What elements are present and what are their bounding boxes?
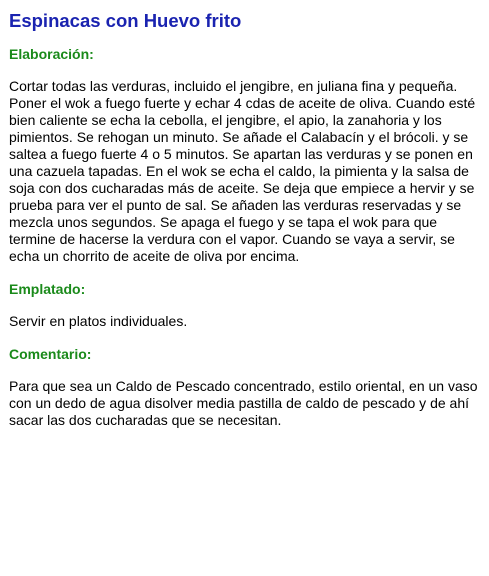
section-comentario bbox=[9, 344, 479, 429]
section-text-comentario: Para que sea un Caldo de Pescado concentrado, estilo oriental, en un vaso con un dedo de agua disolver media pastilla de caldo de pescado y de ahí sacar las dos cucharadas que se necesitan. bbox=[9, 378, 478, 428]
section-emplatado bbox=[9, 279, 479, 344]
section-text-emplatado: Servir en platos individuales. bbox=[9, 313, 188, 329]
section-text-elaboracion: Cortar todas las verduras, incluido el jengibre, en juliana fina y pequeña. Poner el wok a fuego fuerte y echar 4 cdas de aceite de oliva. Cuando esté bien caliente se echa la cebolla, el jengibre, el apio, la zanahoria y los pimientos. Se rehogan un minuto. Se añade el Calabacín y el brócoli. y se saltea a fuego fuerte 4 o 5 minutos. Se apartan las verduras y se ponen en una cazuela tapadas. En el wok se echa el caldo, la pimienta y la salsa de soja con dos cucharadas más de aceite. Se deja que empiece a hervir y se prueba para ver el punto de sal. Se añaden las verduras reservadas y se mezcla unos segundos. Se apaga el fuego y se tapa el wok para que termine de hacerse la verdura con el vapor. Cuando se vaya a servir, se echa un chorrito de aceite de oliva por encima. bbox=[9, 78, 476, 264]
recipe-title: Espinacas con Huevo frito bbox=[9, 10, 242, 31]
section-heading-elaboracion: Elaboración: bbox=[9, 46, 94, 62]
section-elaboracion bbox=[9, 44, 479, 279]
section-heading-comentario: Comentario: bbox=[9, 346, 92, 362]
section-heading-emplatado: Emplatado: bbox=[9, 281, 86, 297]
